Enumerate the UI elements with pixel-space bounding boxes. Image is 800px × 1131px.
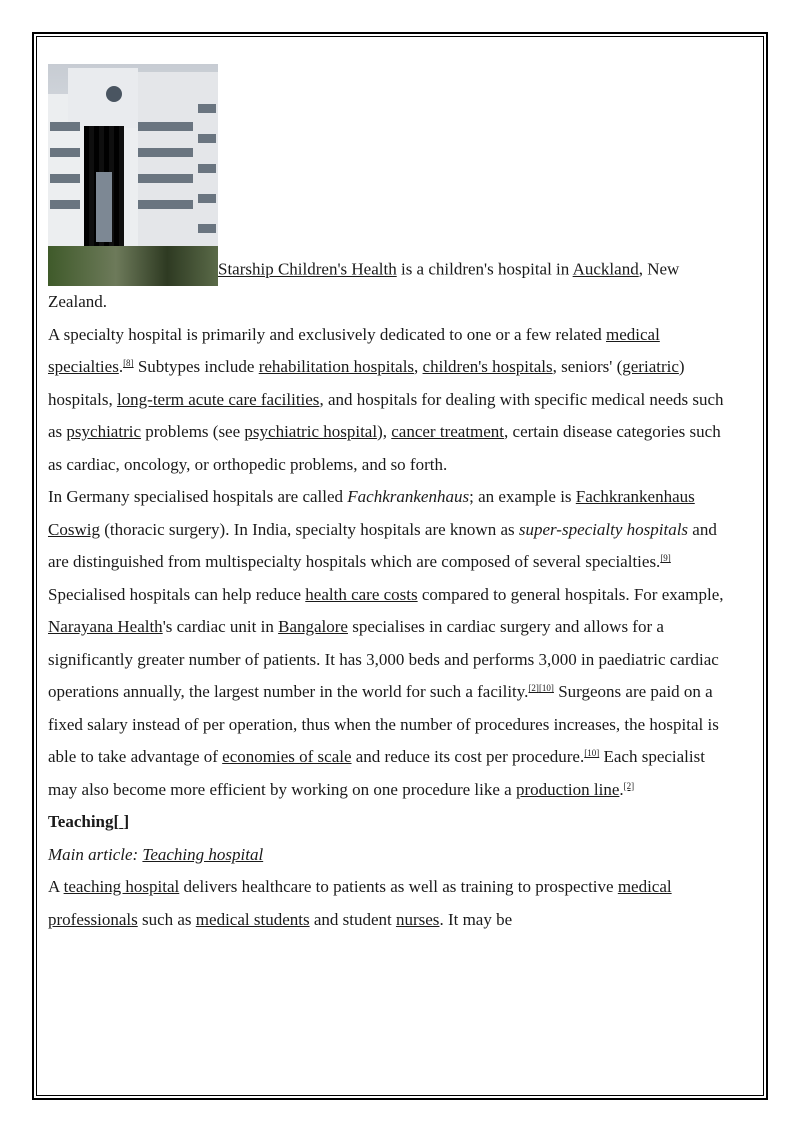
p1-text: , seniors' (	[552, 357, 623, 376]
link-fachkrankenhaus-coswig[interactable]: Fachkrankenhaus Coswig	[48, 487, 695, 539]
link-psychiatric[interactable]: psychiatric	[66, 422, 142, 441]
p3-text: Specialised hospitals can help reduce	[48, 584, 306, 604]
link-production-line[interactable]: production line	[515, 779, 620, 799]
edit-bracket-open: [	[113, 812, 120, 831]
p3-text: 's cardiac unit in	[162, 617, 279, 636]
p3-text: and reduce its cost per procedure.	[351, 747, 585, 766]
link-bangalore[interactable]: Bangalore	[278, 617, 348, 636]
cost-paragraph	[48, 579, 738, 807]
specialty-paragraph	[48, 319, 738, 482]
p4-text: delivers healthcare to patients as well as training to prospective	[179, 877, 618, 896]
link-economies-of-scale[interactable]: economies of scale	[222, 747, 352, 766]
heading-text: Teaching	[48, 812, 114, 831]
link-teaching-hospital[interactable]: teaching hospital	[63, 877, 180, 896]
p4-text: and student	[309, 909, 396, 929]
citation-10[interactable]: [10]	[584, 748, 600, 758]
link-nurses[interactable]: nurses	[395, 909, 440, 929]
teaching-paragraph	[48, 871, 738, 936]
intro-text-2: , New Zealand.	[48, 259, 680, 311]
p1-text: ),	[377, 422, 392, 441]
p1-text: ) hospitals,	[48, 357, 685, 409]
citation-2[interactable]: [2]	[623, 780, 635, 791]
link-childrens-hospitals[interactable]: children's hospitals	[422, 357, 553, 376]
p2-text: In Germany specialised hospitals are called	[48, 487, 348, 506]
germany-india-paragraph	[48, 481, 738, 579]
p1-text: Subtypes include	[133, 357, 259, 376]
p3-text: specialises in cardiac surgery and allows for a significantly greater number of patients. It has 3,000 beds and performs 3,000 in paediatric cardiac operations annually, the largest number in the world for such a facility.	[48, 617, 719, 701]
link-starship-childrens-health[interactable]: Starship Children's Health	[218, 259, 397, 279]
p4-text: such as	[137, 909, 196, 929]
link-auckland[interactable]: Auckland	[572, 259, 639, 279]
link-medical-professionals[interactable]: medical professionals	[48, 877, 672, 929]
section-heading-teaching	[48, 806, 738, 839]
intro-paragraph	[48, 64, 738, 319]
link-rehabilitation-hospitals[interactable]: rehabilitation hospitals	[258, 357, 415, 376]
citation-8[interactable]: [8]	[123, 358, 134, 368]
p3-text: compared to general hospitals. For example,	[417, 584, 724, 604]
link-medical-students[interactable]: medical students	[195, 909, 310, 929]
intro-text-1: is a children's hospital in	[396, 259, 573, 279]
edit-bracket-close: ]	[123, 812, 130, 831]
term-fachkrankenhaus: Fachkrankenhaus	[347, 487, 470, 506]
link-long-term-acute-care[interactable]: long-term acute care facilities	[116, 389, 320, 409]
p2-text: and are distinguished from multispecialty hospitals which are composed of several specialties.	[48, 519, 717, 571]
p2-text: (thoracic surgery). In India, specialty hospitals are known as	[99, 519, 519, 539]
p3-text: Each specialist may also become more efficient by working on one procedure like a	[48, 747, 705, 799]
link-psychiatric-hospital[interactable]: psychiatric hospital	[244, 422, 378, 441]
citation-9[interactable]: [9]	[660, 553, 671, 563]
link-main-article-teaching-hospital[interactable]: Teaching hospital	[142, 844, 264, 864]
article-body	[48, 64, 738, 936]
p1-text: ,	[414, 357, 423, 376]
p1-text: .	[118, 357, 124, 376]
link-narayana-health[interactable]: Narayana Health	[48, 617, 163, 636]
p2-text: ; an example is	[469, 487, 576, 506]
link-medical-specialties[interactable]: medical specialties	[48, 324, 660, 376]
p3-text: .	[619, 779, 624, 799]
p1-text: A specialty hospital is primarily and exclusively dedicated to one or a few related	[48, 324, 606, 344]
p4-text: A	[48, 877, 64, 896]
p1-text: , and hospitals for dealing with specific medical needs such as	[48, 389, 724, 441]
link-geriatric[interactable]: geriatric	[622, 357, 679, 376]
citation-2[interactable]: [2]	[528, 683, 539, 693]
p4-text: . It may be	[439, 909, 513, 929]
hatnote-prefix: Main article:	[48, 844, 143, 864]
link-cancer-treatment[interactable]: cancer treatment	[391, 422, 505, 441]
p1-text: problems (see	[141, 422, 245, 441]
term-super-specialty: super-specialty hospitals	[518, 519, 689, 539]
link-health-care-costs[interactable]: health care costs	[305, 584, 418, 604]
main-article-hatnote	[48, 839, 738, 872]
p1-text: , certain disease categories such as cardiac, oncology, or orthopedic problems, and so forth.	[48, 422, 721, 474]
hospital-photo	[48, 64, 218, 286]
p3-text: Surgeons are paid on a fixed salary instead of per operation, thus when the number of procedures increases, the hospital is able to take advantage of	[48, 682, 719, 766]
citation-10[interactable]: [10]	[538, 683, 554, 693]
